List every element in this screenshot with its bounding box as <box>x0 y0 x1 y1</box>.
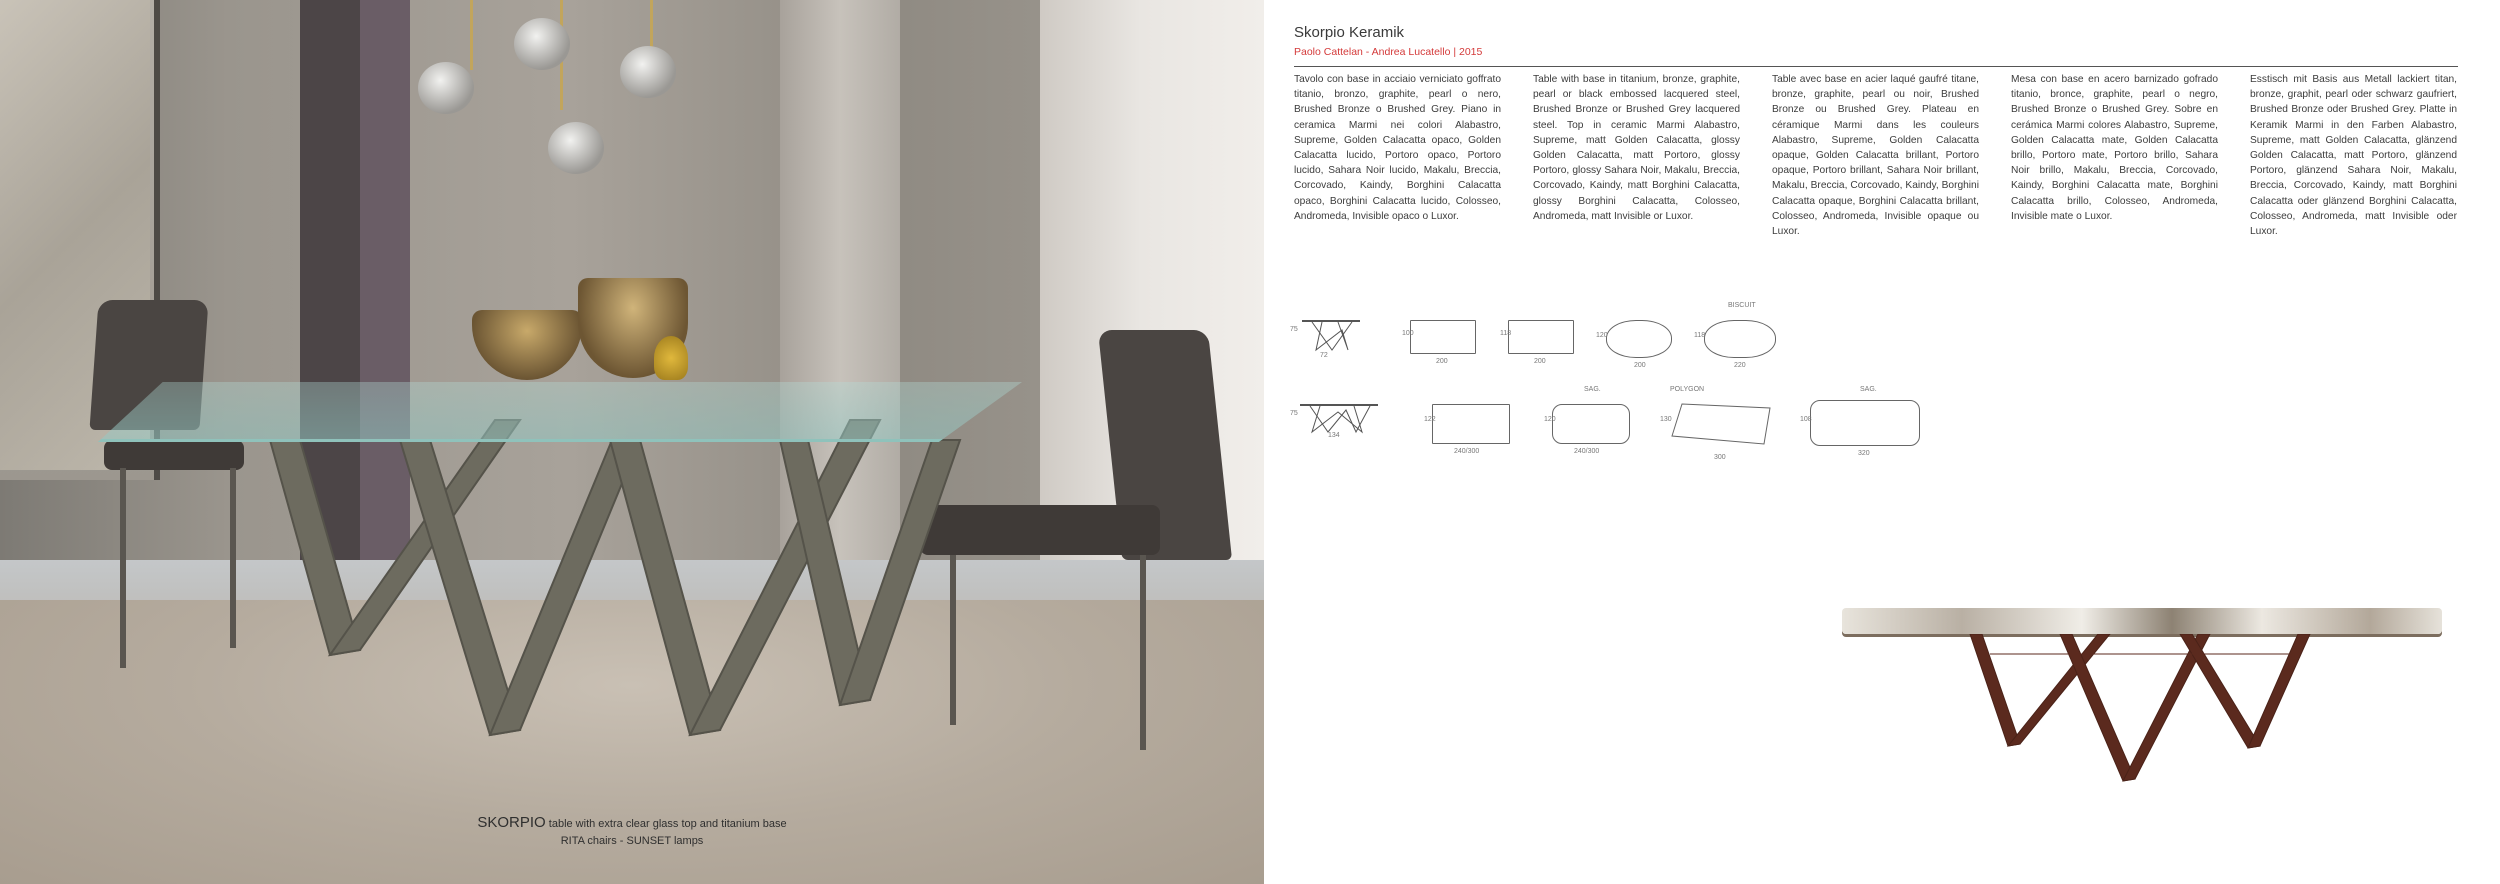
top-polygon <box>1670 402 1774 448</box>
base2-width: 134 <box>1328 432 1340 439</box>
barrel1-width: 200 <box>1634 362 1646 369</box>
poly-width: 300 <box>1714 454 1726 461</box>
poly-depth: 130 <box>1660 416 1672 423</box>
sag2-depth: 108 <box>1800 416 1812 423</box>
product-title: Skorpio Keramik <box>1294 24 1405 41</box>
base1-width: 72 <box>1320 352 1328 359</box>
description-english: Table with base in titanium, bronze, graphite, pearl or black embossed lacquered steel, Brushed Bronze or Brushed Grey lacquered steel. Top in ceramic Marmi Alabastro, Supreme, matt Golden Calacatta, glossy Golden Calacatta, matt Portoro, glossy Portoro, glossy Sahara Noir, Makalu, Breccia, Corcovado, Kaindy, matt Borghini Calacatta, glossy Borghini Calacatta, Colosseo, Andromeda, matt Invisible or Luxor. <box>1533 74 1740 222</box>
photo-caption <box>0 814 1264 849</box>
base2-height: 75 <box>1290 410 1298 417</box>
caption-brand: SKORPIO <box>477 814 546 831</box>
decor-finial <box>654 336 688 380</box>
biscuit-label: BISCUIT <box>1728 302 1756 309</box>
product-ceramic-top <box>1842 608 2442 634</box>
barrel2-depth: 118 <box>1694 332 1706 339</box>
description-german: Esstisch mit Basis aus Metall lackiert titan, bronze, graphit, pearl oder schwarz gaufriert, Brushed Bronze oder Brushed Grey. Platte in Keramik Marmi in den Farben Alabastro, Supreme, matt Golden Calacatta, glänzend Golden Calacatta, matt Portoro, glänzend Portoro, glänzend Sahara Noir, Makalu, Breccia, Corcovado, Kaindy, matt Borghini Calacatta oder glänzend Borghini Calacatta, Colosseo, Andromeda, matt Invisible oder Luxor. <box>2250 74 2457 238</box>
product-designers: Paolo Cattelan - Andrea Lucatello | 2015 <box>1294 46 1483 58</box>
base1-height: 75 <box>1290 326 1298 333</box>
caption-line-1 <box>0 814 1264 833</box>
barrel2-width: 220 <box>1734 362 1746 369</box>
top-rectangular <box>1410 320 1476 354</box>
title-divider <box>1294 66 2458 67</box>
description-columns <box>1294 72 2458 239</box>
polygon-label: POLYGON <box>1670 386 1705 393</box>
dimension-drawings <box>1290 300 2010 470</box>
sag2-label: SAG. <box>1860 386 1877 393</box>
rect-depth: 122 <box>1424 416 1436 423</box>
caption-description: table with extra clear glass top and titanium base <box>545 818 787 830</box>
description-french: Table avec base en acier laqué gaufré titane, bronze, graphite, pearl ou noir, Brushed Bronze ou Brushed Grey. Plateau en céramique Marmi dans les couleurs Alabastro, Supreme, Golden Calacatta opaque, Golden Calacatta brillant, Portoro opaque, Portoro brillant, Sahara Noir brillant, Makalu, Breccia, Corcovado, Kaindy, Borghini Calacatta opaque, Borghini Calacatta brillant, Colosseo, Andromeda, Invisible opaque ou Luxor. <box>1772 74 1979 238</box>
barrel1-depth: 120 <box>1596 332 1608 339</box>
rect2-depth: 118 <box>1500 330 1512 337</box>
rect2-width: 200 <box>1534 358 1546 365</box>
rect-width: 240/300 <box>1454 448 1480 455</box>
base-side-view-icon <box>1298 318 1362 358</box>
sag2-width: 320 <box>1858 450 1870 457</box>
rect1-depth: 100 <box>1402 330 1414 337</box>
product-base <box>1960 634 2320 784</box>
top-sagomato <box>1810 400 1920 446</box>
caption-line-2: RITA chairs - SUNSET lamps <box>560 835 704 847</box>
description-spanish: Mesa con base en acero barnizado gofrado titanio, bronce, graphite, pearl o negro, Brushed Bronze o Brushed Grey. Sobre en cerámica Marmi colores Alabastro, Supreme, Golden Calacatta mate, Golden Calacatta brillo, Portoro mate, Portoro brillo, Sahara Noir brillo, Makalu, Breccia, Corcovado, Kaindy, Borghini Calacatta mate, Borghini Calacatta brillo, Colosseo, Andromeda, Invisible mate o Luxor. <box>2011 74 2218 222</box>
sag1-depth: 120 <box>1544 416 1556 423</box>
top-barrel <box>1606 320 1672 358</box>
sag1-label: SAG. <box>1584 386 1601 393</box>
top-biscuit <box>1704 320 1776 358</box>
top-rectangular <box>1432 404 1510 444</box>
top-rectangular <box>1508 320 1574 354</box>
glass-table-top <box>98 382 1022 442</box>
rect1-width: 200 <box>1436 358 1448 365</box>
top-sagomato <box>1552 404 1630 444</box>
sag1-width: 240/300 <box>1574 448 1600 455</box>
description-italian: Tavolo con base in acciaio verniciato goffrato titanio, bronzo, graphite, pearl o nero, Brushed Bronze o Brushed Grey. Piano in ceramica Marmi nei colori Alabastro, Supreme, Golden Calacatta opaco, Golden Calacatta lucido, Portoro opaco, Portoro lucido, Sahara Noir lucido, Makalu, Breccia, Corcovado, Kaindy, Borghini Calacatta opaco, Borghini Calacatta lucido, Colosseo, Andromeda, Invisible opaco o Luxor. <box>1294 74 1501 222</box>
